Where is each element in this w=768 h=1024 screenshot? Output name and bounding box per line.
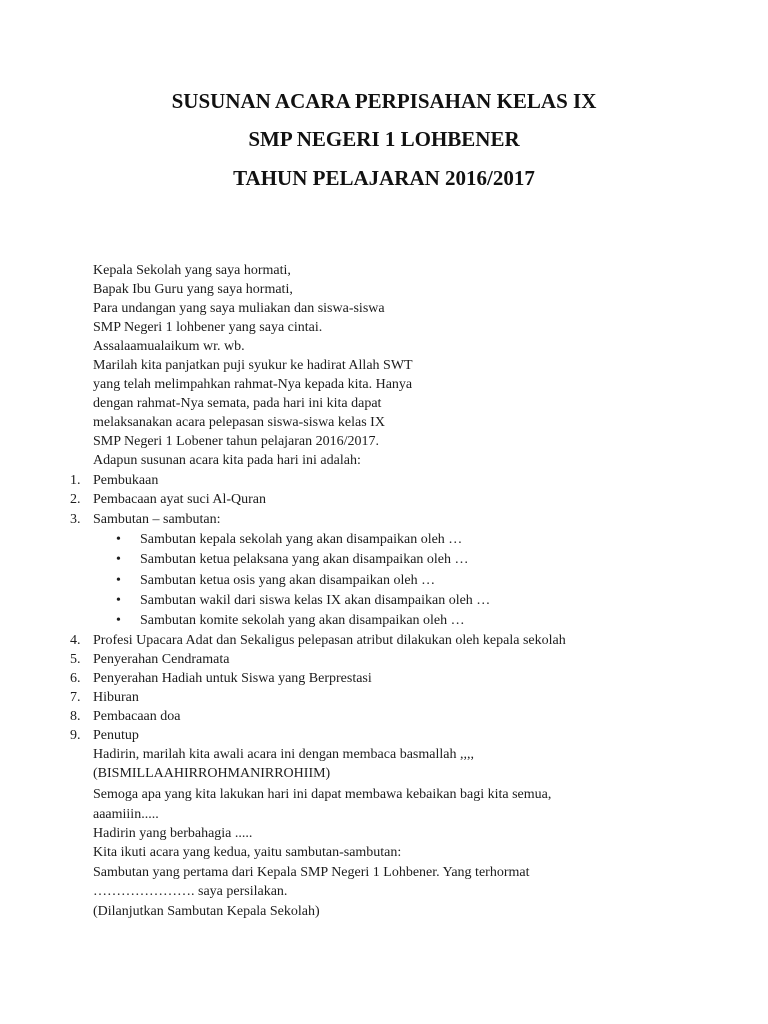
opening-line: Assalaamualaikum wr. wb. (93, 339, 245, 354)
agenda-text: Hiburan (93, 690, 139, 705)
closing-line: …………………. saya persilakan. (93, 884, 288, 899)
agenda-number: 8. (70, 709, 81, 724)
opening-line: Kepala Sekolah yang saya hormati, (93, 263, 291, 278)
agenda-number: 3. (70, 512, 81, 527)
closing-line: aaamiiin..... (93, 807, 159, 822)
closing-line: Semoga apa yang kita lakukan hari ini dapat membawa kebaikan bagi kita semua, (93, 787, 552, 802)
agenda-text: Profesi Upacara Adat dan Sekaligus pelepasan atribut dilakukan oleh kepala sekolah (93, 633, 566, 648)
closing-line: (Dilanjutkan Sambutan Kepala Sekolah) (93, 904, 320, 919)
bullet-text: Sambutan komite sekolah yang akan disampaikan oleh … (140, 613, 465, 628)
bullet-text: Sambutan kepala sekolah yang akan disampaikan oleh … (140, 532, 463, 547)
opening-line: yang telah melimpahkan rahmat-Nya kepada kita. Hanya (93, 377, 413, 392)
agenda-text: Pembukaan (93, 473, 159, 488)
bullet-icon: • (116, 573, 121, 588)
agenda-number: 5. (70, 652, 81, 667)
academic-year-heading: TAHUN PELAJARAN 2016/2017 (233, 166, 535, 190)
bullet-text: Sambutan ketua pelaksana yang akan disampaikan oleh … (140, 552, 469, 567)
agenda-number: 9. (70, 728, 81, 743)
bullet-icon: • (116, 532, 121, 547)
opening-line: Bapak Ibu Guru yang saya hormati, (93, 282, 293, 297)
agenda-text: Penyerahan Cendramata (93, 652, 230, 667)
agenda-text: Pembacaan doa (93, 709, 181, 724)
agenda-number: 6. (70, 671, 81, 686)
closing-line: Hadirin yang berbahagia ..... (93, 826, 253, 841)
opening-line: SMP Negeri 1 lohbener yang saya cintai. (93, 320, 323, 335)
bullet-text: Sambutan wakil dari siswa kelas IX akan disampaikan oleh … (140, 593, 491, 608)
agenda-text: Pembacaan ayat suci Al-Quran (93, 492, 266, 507)
closing-line: Sambutan yang pertama dari Kepala SMP Negeri 1 Lohbener. Yang terhormat (93, 865, 530, 880)
opening-line: dengan rahmat-Nya semata, pada hari ini kita dapat (93, 396, 382, 411)
document-title: SUSUNAN ACARA PERPISAHAN KELAS IX (171, 89, 597, 113)
closing-line: Kita ikuti acara yang kedua, yaitu sambutan-sambutan: (93, 845, 402, 860)
bullet-icon: • (116, 552, 121, 567)
closing-line: Hadirin, marilah kita awali acara ini dengan membaca basmallah ,,,, (93, 747, 474, 762)
agenda-text: Penutup (93, 728, 139, 743)
agenda-number: 4. (70, 633, 81, 648)
opening-line: melaksanakan acara pelepasan siswa-siswa kelas IX (93, 415, 385, 430)
closing-line: (BISMILLAAHIRROHMANIRROHIIM) (93, 766, 331, 781)
opening-line: Adapun susunan acara kita pada hari ini adalah: (93, 453, 361, 468)
bullet-icon: • (116, 613, 121, 628)
agenda-number: 1. (70, 473, 81, 488)
opening-line: Marilah kita panjatkan puji syukur ke hadirat Allah SWT (93, 358, 413, 373)
school-name-heading: SMP NEGERI 1 LOHBENER (248, 127, 520, 151)
agenda-number: 7. (70, 690, 81, 705)
bullet-text: Sambutan ketua osis yang akan disampaikan oleh … (140, 573, 436, 588)
bullet-icon: • (116, 593, 121, 608)
agenda-text: Penyerahan Hadiah untuk Siswa yang Berprestasi (93, 671, 372, 686)
agenda-number: 2. (70, 492, 81, 507)
agenda-text: Sambutan – sambutan: (93, 512, 221, 527)
opening-line: Para undangan yang saya muliakan dan siswa-siswa (93, 301, 385, 316)
opening-line: SMP Negeri 1 Lobener tahun pelajaran 2016/2017. (93, 434, 380, 449)
